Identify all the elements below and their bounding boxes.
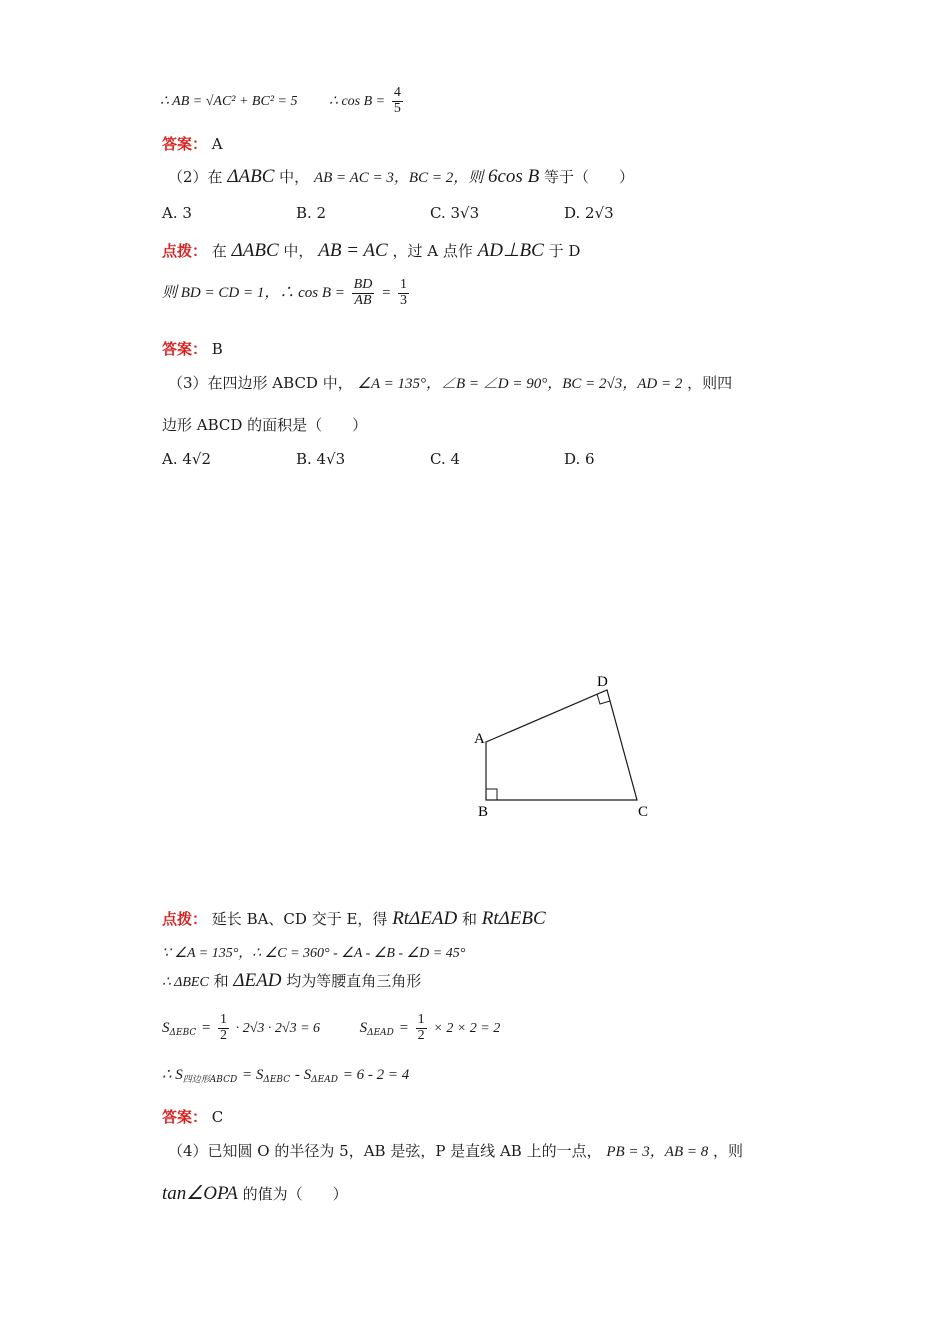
vertex-label-c: C: [638, 804, 649, 820]
answer-label: 答案：: [162, 135, 208, 153]
q3-option-b: B. 4√3: [296, 450, 346, 468]
hint3-frac-2: $\frac{1}{2}$: [417, 1012, 425, 1043]
hint-3-line-1: 点拨： 延长 BA、CD 交于 E，得 RtΔEAD 和 RtΔEBC: [162, 908, 546, 929]
vertex-label-d: D: [597, 674, 608, 690]
q2-option-d: D. 2√3: [564, 204, 614, 222]
answer-3: 答案： C: [162, 1108, 224, 1126]
q3-option-a: A. 4√2: [162, 450, 212, 468]
q3-option-c: C. 4: [430, 450, 461, 468]
answer-2: 答案： B: [162, 340, 223, 358]
hint2-frac-1: $\frac{BD}{AB}$: [353, 277, 373, 308]
q3-option-d: D. 6: [564, 450, 595, 468]
q2-option-a: A. 3: [162, 204, 192, 222]
hint-2-line-2: 则 BD = CD = 1，∴ cos B = $\frac{BD}{AB}$ = $\frac{1}{3}$: [162, 277, 407, 308]
hint-3-line-3: ∴ ΔBEC 和 ΔEAD 均为等腰直角三角形: [162, 970, 422, 991]
quadrilateral-abcd: [486, 690, 637, 800]
question-2: （2）在 ΔABC 中， AB = AC = 3，BC = 2，则 6cos B 等于（ ）: [168, 166, 634, 187]
hint-3-line-4: $S_{\Delta EBC}$ = $\frac{1}{2}$ · 2√3 · 2√3 = 6 $S_{\Delta EAD}$ = $\frac{1}{2}$ × 2 × 2 = 2: [162, 1012, 501, 1043]
q2-option-c: C. 3√3: [430, 204, 480, 222]
answer-1: [162, 133, 223, 154]
hint-label: 点拨：: [162, 242, 208, 260]
hint2-frac-2: $\frac{1}{3}$: [400, 277, 407, 308]
top-expr-cos: ∴ cos B =: [329, 94, 386, 110]
question-3-line-2: 边形 ABCD 的面积是（ ）: [162, 416, 368, 434]
right-angle-mark-b: [486, 789, 497, 800]
question-4-line-1: （4）已知圆 O 的半径为 5，AB 是弦，P 是直线 AB 上的一点， PB = 3，AB = 8 ，则: [168, 1142, 744, 1160]
right-angle-mark-d: [597, 694, 610, 704]
vertex-label-a: A: [474, 731, 485, 747]
hint3-frac-1: $\frac{1}{2}$: [219, 1012, 227, 1043]
top-expr-line: [160, 86, 405, 116]
hint-3-line-5: ∴ $S_{四边形ABCD} = S_{\Delta EBC} - S_{\Delta EAD} = 6 - 2 = 4$: [162, 1067, 410, 1085]
top-expr-ab: ∴ AB = √AC² + BC² = 5: [160, 94, 298, 110]
hint-3-line-2: ∵ ∠A = 135°，∴ ∠C = 360° - ∠A - ∠B - ∠D = 45°: [162, 946, 466, 961]
top-frac: $\frac{4}{5}$: [393, 85, 401, 116]
question-4-line-2: tan∠OPA 的值为（ ）: [162, 1183, 348, 1204]
q2-option-b: B. 2: [296, 204, 327, 222]
vertex-label-b: B: [478, 804, 489, 820]
hint-2-line-1: 点拨： 在 ΔABC 中， AB = AC ，过 A 点作 AD⊥BC 于 D: [162, 240, 581, 261]
question-3-line-1: （3）在四边形 ABCD 中， ∠A = 135°，∠B = ∠D = 90°，BC = 2√3，AD = 2 ，则四: [168, 374, 733, 392]
answer-value: A: [211, 135, 223, 153]
